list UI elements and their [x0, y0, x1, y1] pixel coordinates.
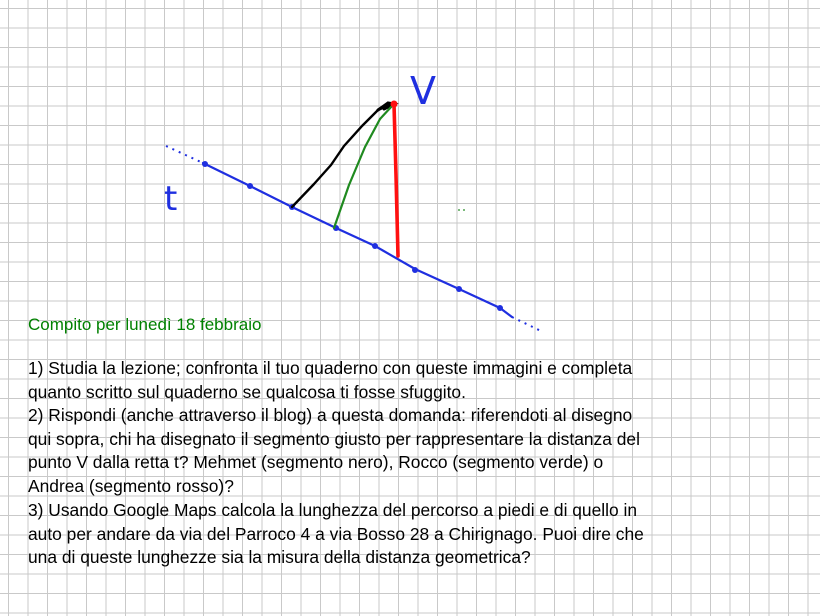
line-t-extension-left [166, 146, 203, 163]
stray-dot [463, 209, 465, 211]
line-point [372, 243, 378, 249]
line-t-extension-right [512, 317, 541, 331]
line-point [412, 267, 418, 273]
assignment-heading: Compito per lunedì 18 febbraio [28, 315, 262, 334]
assignment-item-3: 3) Usando Google Maps calcola la lunghezza del percorso a piedi e di quello in auto per andare da via del Parroco 4 a via Bosso 28 a Chirignago. Puoi dire che una di queste lunghezze sia la misura della distanza geometrica? [28, 500, 644, 568]
point-v-label: V [410, 69, 436, 113]
line-point [202, 161, 208, 167]
assignment-item-2: 2) Rispondi (anche attraverso il blog) a questa domanda: riferendoti al disegno qui sopra, chi ha disegnato il segmento giusto per rappresentare la distanza del punto V dalla retta t? Mehmet (segmento nero), Rocco (segmento verde) o Andrea (segmento rosso)? [28, 405, 640, 497]
point-v [391, 101, 398, 108]
stray-dot [458, 209, 460, 211]
black-segment [292, 104, 392, 207]
line-point [247, 183, 253, 189]
red-segment [394, 104, 398, 256]
assignment-item-1: 1) Studia la lezione; confronta il tuo quaderno con queste immagini e completa quanto scritto sul quaderno se qualcosa ti fosse sfuggito. [28, 358, 633, 402]
line-point [497, 305, 503, 311]
line-point [456, 286, 462, 292]
line-t-label: t [164, 179, 178, 219]
